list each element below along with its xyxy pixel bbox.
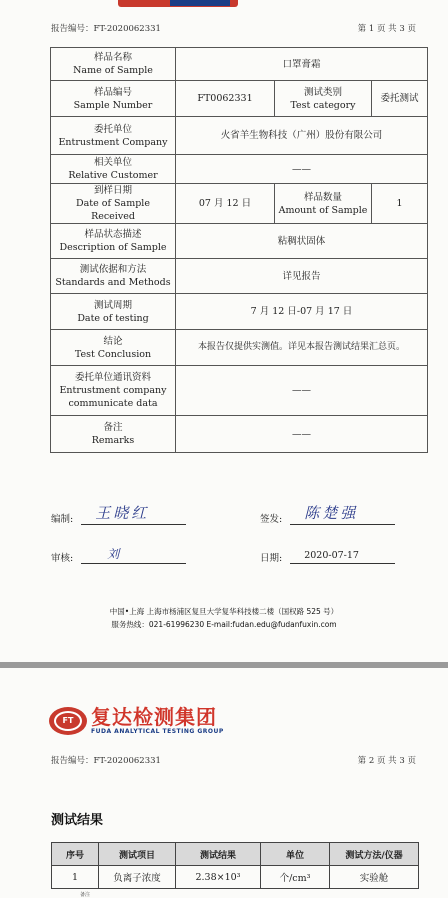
- relative-customer-value: ——: [176, 155, 428, 184]
- editor-signature-row: [51, 506, 186, 525]
- page-indicator: 第 1 页 共 3 页: [357, 24, 416, 34]
- row-sample-name: 样品名称 Name of Sample 口罩膏霜: [51, 48, 428, 81]
- row-relative-customer: 相关单位 Relative Customer ——: [51, 155, 428, 184]
- row-date-received: 到样日期 Date of Sample Received 07 月 12 日 样品数量 Amount of Sample 1: [51, 184, 428, 224]
- report-date: 2020-07-17: [304, 550, 359, 561]
- section-title-test-results: 测试结果: [51, 813, 104, 828]
- reviewer-signature-line: [81, 545, 186, 564]
- editor-signature-line: [81, 506, 186, 525]
- report-number: 报告编号：FT-2020062331: [51, 24, 161, 34]
- editor-label: 编制:: [51, 514, 74, 525]
- standards-value: 详见报告: [176, 259, 428, 294]
- issuer-handwritten-signature: 陈楚强: [304, 504, 359, 522]
- col-header-result: 测试结果: [176, 843, 261, 866]
- table-note: 备注: [80, 892, 91, 898]
- brand-name-cn: 复达检测集团: [91, 705, 217, 729]
- date-received-value: 07 月 12 日: [176, 184, 275, 224]
- reviewer-handwritten-signature: 刘: [107, 547, 123, 561]
- test-category-value: 委托测试: [372, 81, 428, 117]
- reviewer-signature-row: [51, 545, 186, 564]
- row-conclusion: 结论 Test Conclusion 本报告仅提供实测值。详见本报告测试结果汇总页。: [51, 330, 428, 366]
- logo-top-strip-accent: [170, 0, 230, 6]
- date-line: [290, 545, 395, 564]
- date-testing-value: 7 月 12 日-07 月 17 日: [176, 294, 428, 330]
- date-label: 日期:: [260, 553, 283, 564]
- row-date-testing: 测试周期 Date of testing 7 月 12 日-07 月 17 日: [51, 294, 428, 330]
- page-indicator-page2: 第 2 页 共 3 页: [357, 756, 416, 766]
- communicate-value: ——: [176, 366, 428, 416]
- brand-name-en: FUDA ANALYTICAL TESTING GROUP: [91, 728, 224, 735]
- col-header-no: 序号: [52, 843, 99, 866]
- col-header-method: 测试方法/仪器: [330, 843, 419, 866]
- seal-emblem-icon: FT: [49, 707, 87, 735]
- report-page-2: [0, 668, 448, 898]
- col-header-item: 测试项目: [99, 843, 176, 866]
- issuer-label: 签发:: [260, 514, 283, 525]
- table-row: 1 负离子浓度 2.38×10³ 个/cm³ 实验舱: [52, 866, 419, 889]
- sample-number-value: FT0062331: [176, 81, 275, 117]
- row-communicate: 委托单位通讯资料 Entrustment company communicate data ——: [51, 366, 428, 416]
- editor-handwritten-signature: 王晓红: [95, 504, 150, 522]
- entrustment-company-value: 火省羊生物科技（广州）股份有限公司: [176, 117, 428, 155]
- row-description: 样品状态描述 Description of Sample 粘稠状固体: [51, 224, 428, 259]
- footer-address: 中国•上海 上海市杨浦区复旦大学复华科技楼二楼（国权路 525 号）: [109, 607, 339, 616]
- row-sample-number: 样品编号 Sample Number FT0062331 测试类别 Test category 委托测试: [51, 81, 428, 117]
- description-value: 粘稠状固体: [176, 224, 428, 259]
- amount-of-sample-value: 1: [372, 184, 428, 224]
- date-signature-row: [260, 545, 395, 564]
- remarks-value: ——: [176, 416, 428, 453]
- sample-info-table: [50, 47, 428, 453]
- footer-contact: 服务热线：021-61996230 E-mail:fudan.edu@fudanfuxin.com: [111, 620, 337, 629]
- issuer-signature-line: [290, 506, 395, 525]
- results-header-row: [52, 843, 419, 866]
- col-header-unit: 单位: [261, 843, 330, 866]
- reviewer-label: 审核:: [51, 553, 74, 564]
- sample-name-value: 口罩膏霜: [176, 48, 428, 81]
- company-logo: [49, 706, 224, 735]
- row-standards: 测试依据和方法 Standards and Methods 详见报告: [51, 259, 428, 294]
- report-number-page2: 报告编号：FT-2020062331: [51, 756, 161, 766]
- test-results-table: [51, 842, 419, 889]
- row-remarks: 备注 Remarks ——: [51, 416, 428, 453]
- conclusion-value: 本报告仅提供实测值。详见本报告测试结果汇总页。: [176, 330, 428, 366]
- issuer-signature-row: [260, 506, 395, 525]
- row-entrustment-company: 委托单位 Entrustment Company 火省羊生物科技（广州）股份有限公司: [51, 117, 428, 155]
